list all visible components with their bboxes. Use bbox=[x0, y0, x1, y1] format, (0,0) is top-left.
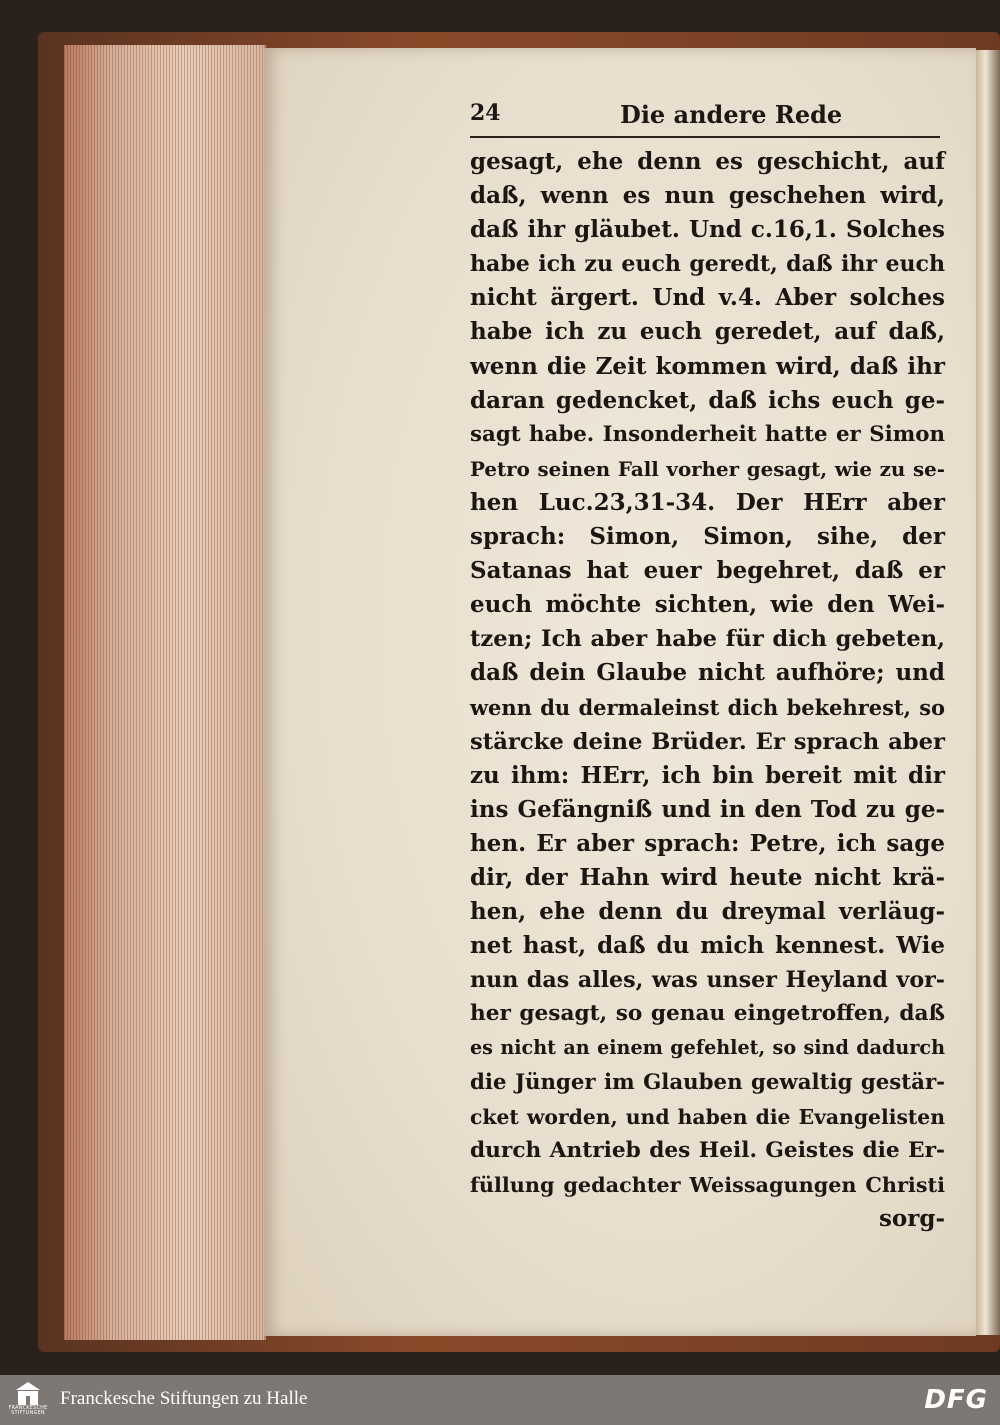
text-line: habe ich zu euch geredet, auf daß, bbox=[470, 318, 945, 346]
text-line: habe ich zu euch geredt, daß ihr euch bbox=[470, 251, 945, 278]
page-block-edges bbox=[64, 45, 266, 1340]
page-header bbox=[470, 100, 940, 134]
text-line: nun das alles, was unser Heyland vor- bbox=[470, 967, 945, 994]
logo-text: FRANCKESCHE STIFTUNGEN bbox=[8, 1405, 48, 1416]
page-text bbox=[470, 145, 945, 1236]
text-line: daran gedencket, daß ichs euch ge- bbox=[470, 386, 945, 414]
text-line: sagt habe. Insonderheit hatte er Simon bbox=[470, 421, 945, 447]
text-line: daß dein Glaube nicht aufhöre; und bbox=[470, 659, 945, 687]
text-line: wenn die Zeit kommen wird, daß ihr bbox=[470, 352, 945, 380]
text-line: wenn du dermaleinst dich bekehrest, so bbox=[470, 694, 945, 720]
text-line: füllung gedachter Weissagungen Christi bbox=[470, 1171, 945, 1197]
text-line: zu ihm: HErr, ich bin bereit mit dir bbox=[470, 761, 945, 789]
text-line: dir, der Hahn wird heute nicht krä- bbox=[470, 863, 945, 891]
text-line: hen, ehe denn du dreymal verläug- bbox=[470, 898, 945, 926]
text-line: sprach: Simon, Simon, sihe, der bbox=[470, 523, 945, 551]
footer-bar bbox=[0, 1375, 1000, 1425]
text-line: nicht ärgert. Und v.4. Aber solches bbox=[470, 284, 945, 312]
text-line: die Jünger im Glauben gewaltig gestär- bbox=[470, 1069, 945, 1095]
text-line: her gesagt, so genau eingetroffen, daß bbox=[470, 1001, 945, 1027]
text-line: es nicht an einem gefehlet, so sind dadurch bbox=[470, 1036, 945, 1060]
text-line: stärcke deine Brüder. Er sprach aber bbox=[470, 728, 945, 755]
text-line: gesagt, ehe denn es geschicht, auf bbox=[470, 148, 945, 175]
text-line: Petro seinen Fall vorher gesagt, wie zu se- bbox=[470, 456, 945, 481]
institution-name[interactable]: Franckesche Stiftungen zu Halle bbox=[60, 1388, 308, 1409]
text-line: net hast, daß du mich kennest. Wie bbox=[470, 932, 945, 960]
text-line: tzen; Ich aber habe für dich gebeten, bbox=[470, 626, 945, 653]
text-line: cket worden, und haben die Evangelisten bbox=[470, 1104, 945, 1129]
text-line: ins Gefängniß und in den Tod zu ge- bbox=[470, 795, 945, 823]
text-line: hen. Er aber sprach: Petre, ich sage bbox=[470, 829, 945, 857]
header-rule bbox=[470, 136, 940, 138]
dfg-logo[interactable]: DFG bbox=[924, 1385, 988, 1415]
text-line: daß ihr gläubet. Und c.16,1. Solches bbox=[470, 216, 945, 244]
text-line: Satanas hat euer begehret, daß er bbox=[470, 557, 945, 585]
catchword: sorg- bbox=[878, 1204, 945, 1232]
text-line: durch Antrieb des Heil. Geistes die Er- bbox=[470, 1137, 945, 1163]
text-line: daß, wenn es nun geschehen wird, bbox=[470, 182, 945, 210]
page-number: 24 bbox=[470, 100, 501, 126]
text-line: euch möchte sichten, wie den Wei- bbox=[470, 591, 945, 619]
facing-page-edge bbox=[976, 50, 1000, 1335]
text-line: hen Luc.23,31-34. Der HErr aber bbox=[470, 488, 945, 516]
running-title: Die andere Rede bbox=[620, 100, 843, 129]
building-icon bbox=[8, 1380, 48, 1408]
